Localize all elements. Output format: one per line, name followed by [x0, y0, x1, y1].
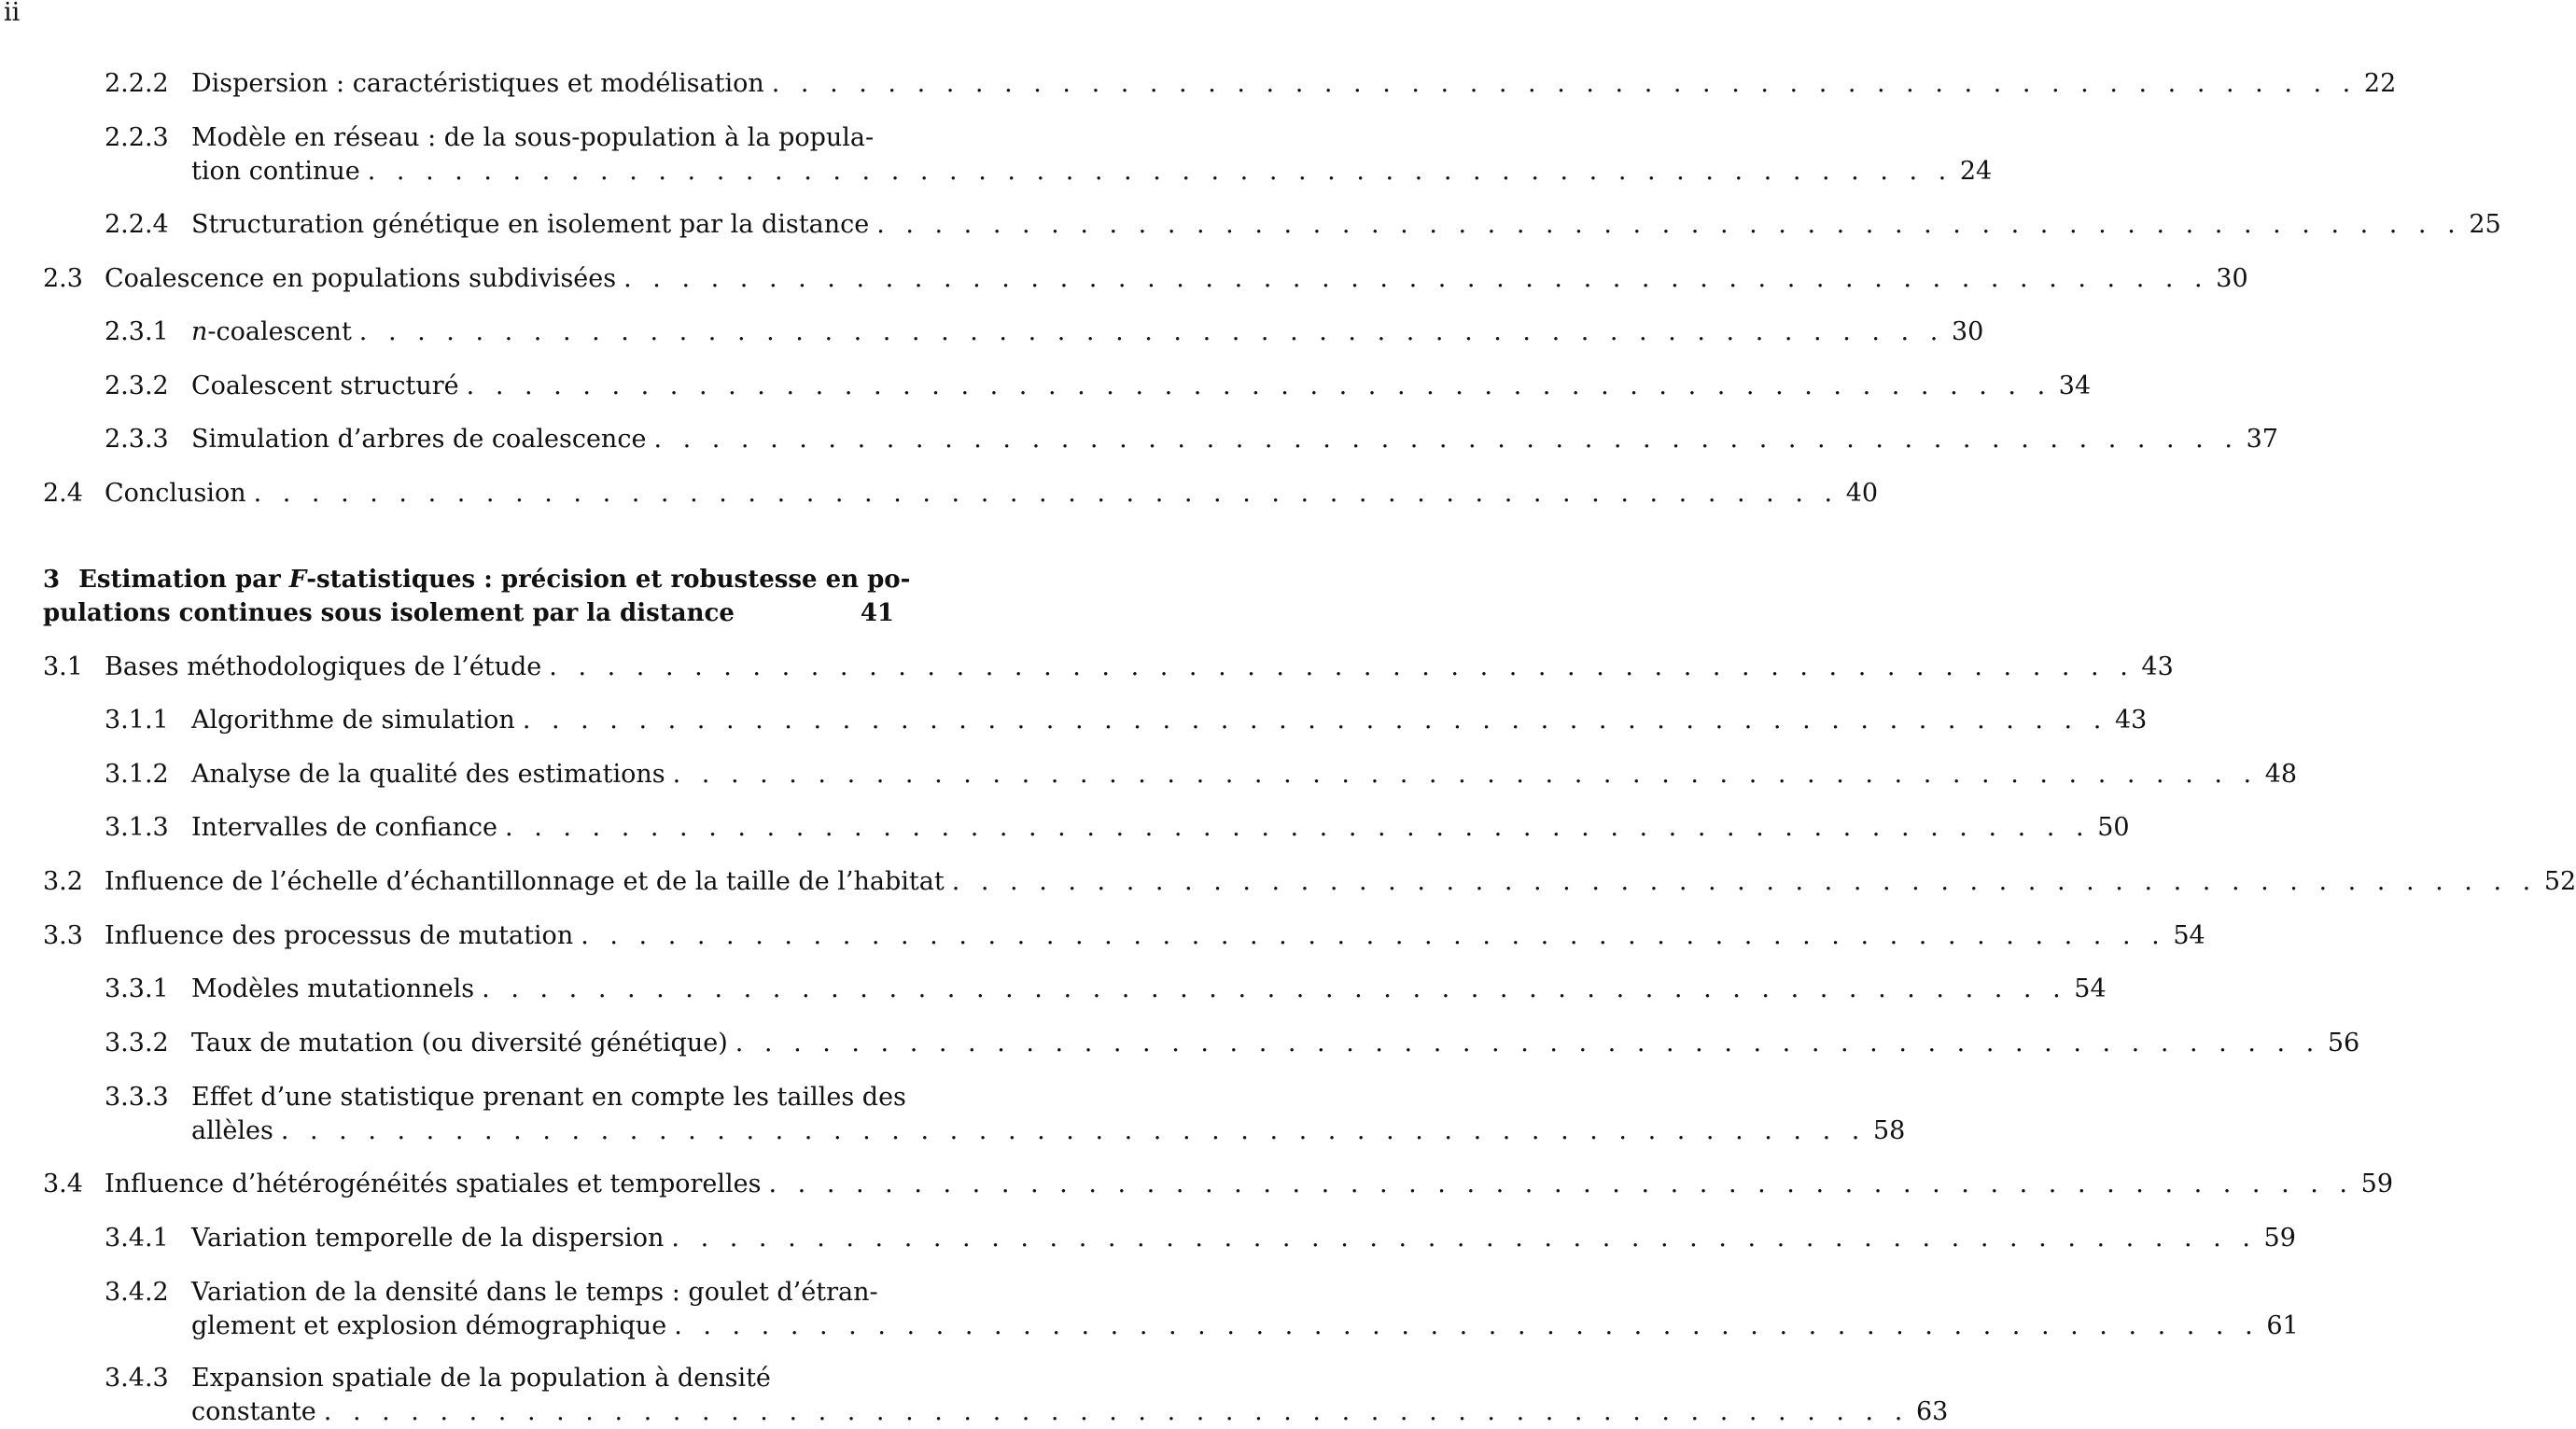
dot-leader	[945, 865, 2538, 899]
toc-entry-page: 43	[2114, 706, 2148, 735]
toc-entry-number: 3.3.2	[105, 1029, 169, 1058]
dot-leader	[273, 1114, 1867, 1148]
toc-entry-number: 2.3	[43, 264, 83, 293]
dot-leader	[316, 1395, 1910, 1429]
toc-entry-page: 34	[2058, 371, 2092, 400]
toc-entry-title: Influence de l’échelle d’échantillonnage et de la taille de l’habitat	[105, 867, 945, 896]
toc-entry-number: 2.2.4	[105, 210, 169, 239]
toc-entry-number: 3.2	[43, 867, 83, 896]
dot-leader	[665, 758, 2259, 792]
toc-entry-page: 52	[2543, 867, 2576, 896]
dot-leader	[869, 208, 2462, 242]
toc-entry-number: 3.1.1	[105, 706, 169, 735]
toc-entry-title: Analyse de la qualité des estimations	[191, 760, 665, 789]
toc-entry-page: 50	[2097, 813, 2130, 842]
toc-entry-title: Estimation par F-statistiques : précision et robustesse en po-	[78, 566, 911, 594]
toc-entry-title: Coalescent structuré	[191, 371, 459, 400]
toc-entry-title: allèles	[191, 1116, 273, 1145]
toc-entry-page: 54	[2074, 974, 2107, 1003]
dot-leader	[666, 1310, 2260, 1343]
toc-entry-number: 3.3.3	[105, 1083, 169, 1112]
toc-entry-title: Influence d’hétérogénéités spatiales et temporelles	[105, 1170, 762, 1198]
toc-entry-number: 2.3.2	[105, 371, 169, 400]
toc-entry-page: 37	[2246, 425, 2278, 454]
toc-entry-number: 2.2.3	[105, 123, 169, 152]
toc-entry-title: n-coalescent	[191, 317, 352, 346]
dot-leader	[515, 704, 2108, 737]
toc-entry-number: 2.2.2	[105, 69, 169, 98]
toc-entry-title: Modèle en réseau : de la sous-population à la popula-	[191, 123, 875, 152]
toc-entry-page: 59	[2360, 1170, 2394, 1198]
dot-leader	[573, 919, 2166, 953]
toc-entry-page: 41	[860, 599, 894, 627]
toc-entry-title: Coalescence en populations subdivisées	[105, 264, 617, 293]
toc-entry-number: 3.4.3	[105, 1364, 169, 1393]
toc-entry-title: Conclusion	[105, 479, 246, 508]
toc-entry-page: 48	[2264, 760, 2298, 789]
toc-entry-title: Bases méthodologiques de l’étude	[105, 652, 542, 681]
toc-entry-page: 24	[1959, 157, 1993, 186]
toc-entry-page: 43	[2141, 652, 2174, 681]
dot-leader	[664, 1222, 2257, 1255]
toc-entry-number: 3.4.1	[105, 1224, 169, 1253]
toc-entry-title: Variation temporelle de la dispersion	[191, 1224, 665, 1253]
toc-entry-page: 22	[2363, 69, 2397, 98]
toc-entry-title: tion continue	[191, 157, 360, 186]
toc-entry-number: 3.1.2	[105, 760, 169, 789]
toc-entry-title: pulations continues sous isolement par la distance	[43, 599, 735, 627]
toc-entry-title: Modèles mutationnels	[191, 974, 475, 1003]
toc-entry-number: 2.3.1	[105, 317, 169, 346]
dot-leader	[728, 1027, 2321, 1060]
toc-entry-title: Influence des processus de mutation	[105, 921, 574, 950]
toc-entry-title: Expansion spatiale de la population à densité	[191, 1364, 771, 1393]
dot-leader	[764, 67, 2358, 101]
dot-leader	[459, 370, 2052, 403]
toc-entry-page: 54	[2173, 921, 2205, 950]
dot-leader	[646, 423, 2239, 456]
toc-entry-number: 3.3.1	[105, 974, 169, 1003]
toc-entry-number: 3.4	[43, 1170, 83, 1198]
toc-entry-title: Structuration génétique en isolement par la distance	[191, 210, 870, 239]
toc-entry-page: 30	[1951, 317, 1984, 346]
dot-leader	[762, 1168, 2355, 1201]
toc-chapter-number: 3	[43, 566, 61, 594]
page-number: ii	[4, 0, 21, 27]
toc-entry-title: Algorithme de simulation	[191, 706, 515, 735]
toc-entry-number: 3.3	[43, 921, 83, 950]
toc-entry-title: Variation de la densité dans le temps : goulet d’étran-	[191, 1278, 878, 1307]
dot-leader	[474, 973, 2067, 1006]
toc-entry-title: Effet d’une statistique prenant en compte les tailles des	[191, 1083, 906, 1112]
toc-entry-page: 30	[2216, 264, 2248, 293]
dot-leader	[541, 651, 2135, 684]
toc-entry-number: 2.3.3	[105, 425, 169, 454]
dot-leader	[360, 155, 1953, 189]
toc-entry-title: glement et explosion démographique	[191, 1311, 667, 1340]
toc-entry-page: 59	[2263, 1224, 2296, 1253]
toc-entry-title: Intervalles de confiance	[191, 813, 498, 842]
toc-entry-title: Simulation d’arbres de coalescence	[191, 425, 647, 454]
dot-leader	[616, 262, 2209, 296]
toc-entry-title: Taux de mutation (ou diversité génétique)	[191, 1029, 728, 1058]
toc-entry-page: 58	[1872, 1116, 1906, 1145]
toc-entry-page: 63	[1915, 1397, 1949, 1426]
dot-leader	[246, 477, 1840, 511]
toc-entry-page: 40	[1845, 479, 1879, 508]
toc-entry-page: 61	[2266, 1311, 2299, 1340]
toc-entry-title: Dispersion : caractéristiques et modélisation	[191, 69, 764, 98]
toc-entry-number: 3.1	[43, 652, 83, 681]
toc-entry-title: constante	[191, 1397, 316, 1426]
dot-leader	[352, 315, 1945, 349]
toc-entry-number: 2.4	[43, 479, 83, 508]
toc-entry-page: 56	[2327, 1029, 2360, 1058]
toc-entry-number: 3.4.2	[105, 1278, 169, 1307]
dot-leader	[497, 811, 2091, 845]
toc-entry-number: 3.1.3	[105, 813, 169, 842]
toc-entry-page: 25	[2469, 210, 2501, 239]
